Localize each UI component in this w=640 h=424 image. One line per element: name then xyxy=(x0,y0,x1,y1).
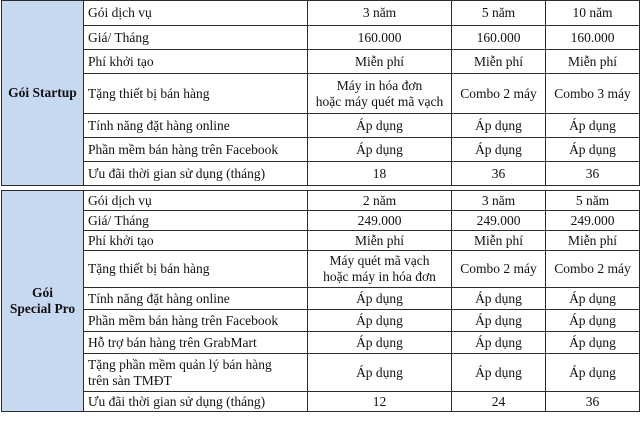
value-cell xyxy=(308,251,452,288)
special-pro-group-label xyxy=(2,191,84,412)
feature-label: Giá/ Tháng xyxy=(84,26,308,50)
value-cell: Combo 2 máy xyxy=(546,251,640,288)
value-cell: 36 xyxy=(452,162,546,186)
value-cell: 12 xyxy=(308,392,452,412)
feature-label: Tính năng đặt hàng online xyxy=(84,114,308,138)
startup-row-setup-fee xyxy=(2,50,640,74)
feature-label: Hỗ trợ bán hàng trên GrabMart xyxy=(84,332,308,354)
feature-label: Ưu đãi thời gian sử dụng (tháng) xyxy=(84,392,308,412)
feature-label: Tặng thiết bị bán hàng xyxy=(84,251,308,288)
value-cell: Miễn phí xyxy=(546,231,640,251)
startup-row-facebook xyxy=(2,138,640,162)
value-cell: Miễn phí xyxy=(452,231,546,251)
value-cell: Miễn phí xyxy=(308,231,452,251)
value-cell: 5 năm xyxy=(452,1,546,26)
value-cell: 160.000 xyxy=(308,26,452,50)
special-row-package xyxy=(2,191,640,211)
value-cell: 249.000 xyxy=(308,211,452,231)
value-cell: Combo 3 máy xyxy=(546,74,640,114)
special-row-setup-fee xyxy=(2,231,640,251)
value-line: Máy in hóa đơn xyxy=(336,77,423,93)
value-cell: Áp dụng xyxy=(452,332,546,354)
special-row-bonus-months xyxy=(2,392,640,412)
value-cell: Áp dụng xyxy=(546,114,640,138)
value-line: hoặc máy in hóa đơn xyxy=(323,269,436,284)
feature-label: Gói dịch vụ xyxy=(84,1,308,26)
startup-row-price xyxy=(2,26,640,50)
value-cell: 10 năm xyxy=(546,1,640,26)
value-line: hoặc máy quét mã vạch xyxy=(315,93,444,109)
startup-row-package xyxy=(2,1,640,26)
value-cell xyxy=(308,74,452,114)
value-cell: Áp dụng xyxy=(308,354,452,392)
value-cell: 249.000 xyxy=(452,211,546,231)
value-cell: Combo 2 máy xyxy=(452,74,546,114)
feature-label xyxy=(84,354,308,392)
value-cell: 36 xyxy=(546,162,640,186)
startup-row-online-order xyxy=(2,114,640,138)
startup-group-label: Gói Startup xyxy=(2,1,84,186)
feature-label: Tính năng đặt hàng online xyxy=(84,288,308,310)
startup-row-device xyxy=(2,74,640,114)
value-cell: Áp dụng xyxy=(308,332,452,354)
value-cell: 160.000 xyxy=(546,26,640,50)
value-cell: 160.000 xyxy=(452,26,546,50)
feature-line: trên sàn TMĐT xyxy=(88,372,172,388)
value-cell: 18 xyxy=(308,162,452,186)
value-cell: Combo 2 máy xyxy=(452,251,546,288)
value-cell: 5 năm xyxy=(546,191,640,211)
feature-label: Phí khởi tạo xyxy=(84,231,308,251)
value-line: Máy quét mã vạch xyxy=(329,253,430,268)
value-cell: Áp dụng xyxy=(546,332,640,354)
value-cell: Áp dụng xyxy=(452,288,546,310)
value-cell: Áp dụng xyxy=(452,354,546,392)
special-row-grabmart xyxy=(2,332,640,354)
value-cell: Áp dụng xyxy=(308,114,452,138)
value-cell: 3 năm xyxy=(308,1,452,26)
value-cell: Áp dụng xyxy=(308,288,452,310)
value-cell: Miễn phí xyxy=(308,50,452,74)
value-cell: 249.000 xyxy=(546,211,640,231)
group-label-line: Gói xyxy=(31,285,53,300)
value-cell: Áp dụng xyxy=(546,288,640,310)
feature-label: Phần mềm bán hàng trên Facebook xyxy=(84,310,308,332)
pricing-table xyxy=(1,0,640,412)
value-cell: Áp dụng xyxy=(546,138,640,162)
feature-label: Ưu đãi thời gian sử dụng (tháng) xyxy=(84,162,308,186)
value-cell: Miễn phí xyxy=(452,50,546,74)
feature-label: Phần mềm bán hàng trên Facebook xyxy=(84,138,308,162)
special-row-device xyxy=(2,251,640,288)
value-cell: Áp dụng xyxy=(308,138,452,162)
value-cell: 24 xyxy=(452,392,546,412)
special-row-ecommerce xyxy=(2,354,640,392)
value-cell: Áp dụng xyxy=(546,310,640,332)
special-row-price xyxy=(2,211,640,231)
group-label-line: Special Pro xyxy=(9,301,76,316)
value-cell: Áp dụng xyxy=(308,310,452,332)
feature-label: Phí khởi tạo xyxy=(84,50,308,74)
value-cell: Áp dụng xyxy=(452,114,546,138)
value-cell: Áp dụng xyxy=(452,138,546,162)
feature-label: Giá/ Tháng xyxy=(84,211,308,231)
feature-label: Gói dịch vụ xyxy=(84,191,308,211)
special-row-online-order xyxy=(2,288,640,310)
feature-line: Tặng phần mềm quản lý bán hàng xyxy=(88,356,272,372)
value-cell: Áp dụng xyxy=(546,354,640,392)
startup-row-bonus-months xyxy=(2,162,640,186)
value-cell: Áp dụng xyxy=(452,310,546,332)
feature-label: Tặng thiết bị bán hàng xyxy=(84,74,308,114)
value-cell: 36 xyxy=(546,392,640,412)
special-row-facebook xyxy=(2,310,640,332)
value-cell: 2 năm xyxy=(308,191,452,211)
value-cell: 3 năm xyxy=(452,191,546,211)
value-cell: Miễn phí xyxy=(546,50,640,74)
